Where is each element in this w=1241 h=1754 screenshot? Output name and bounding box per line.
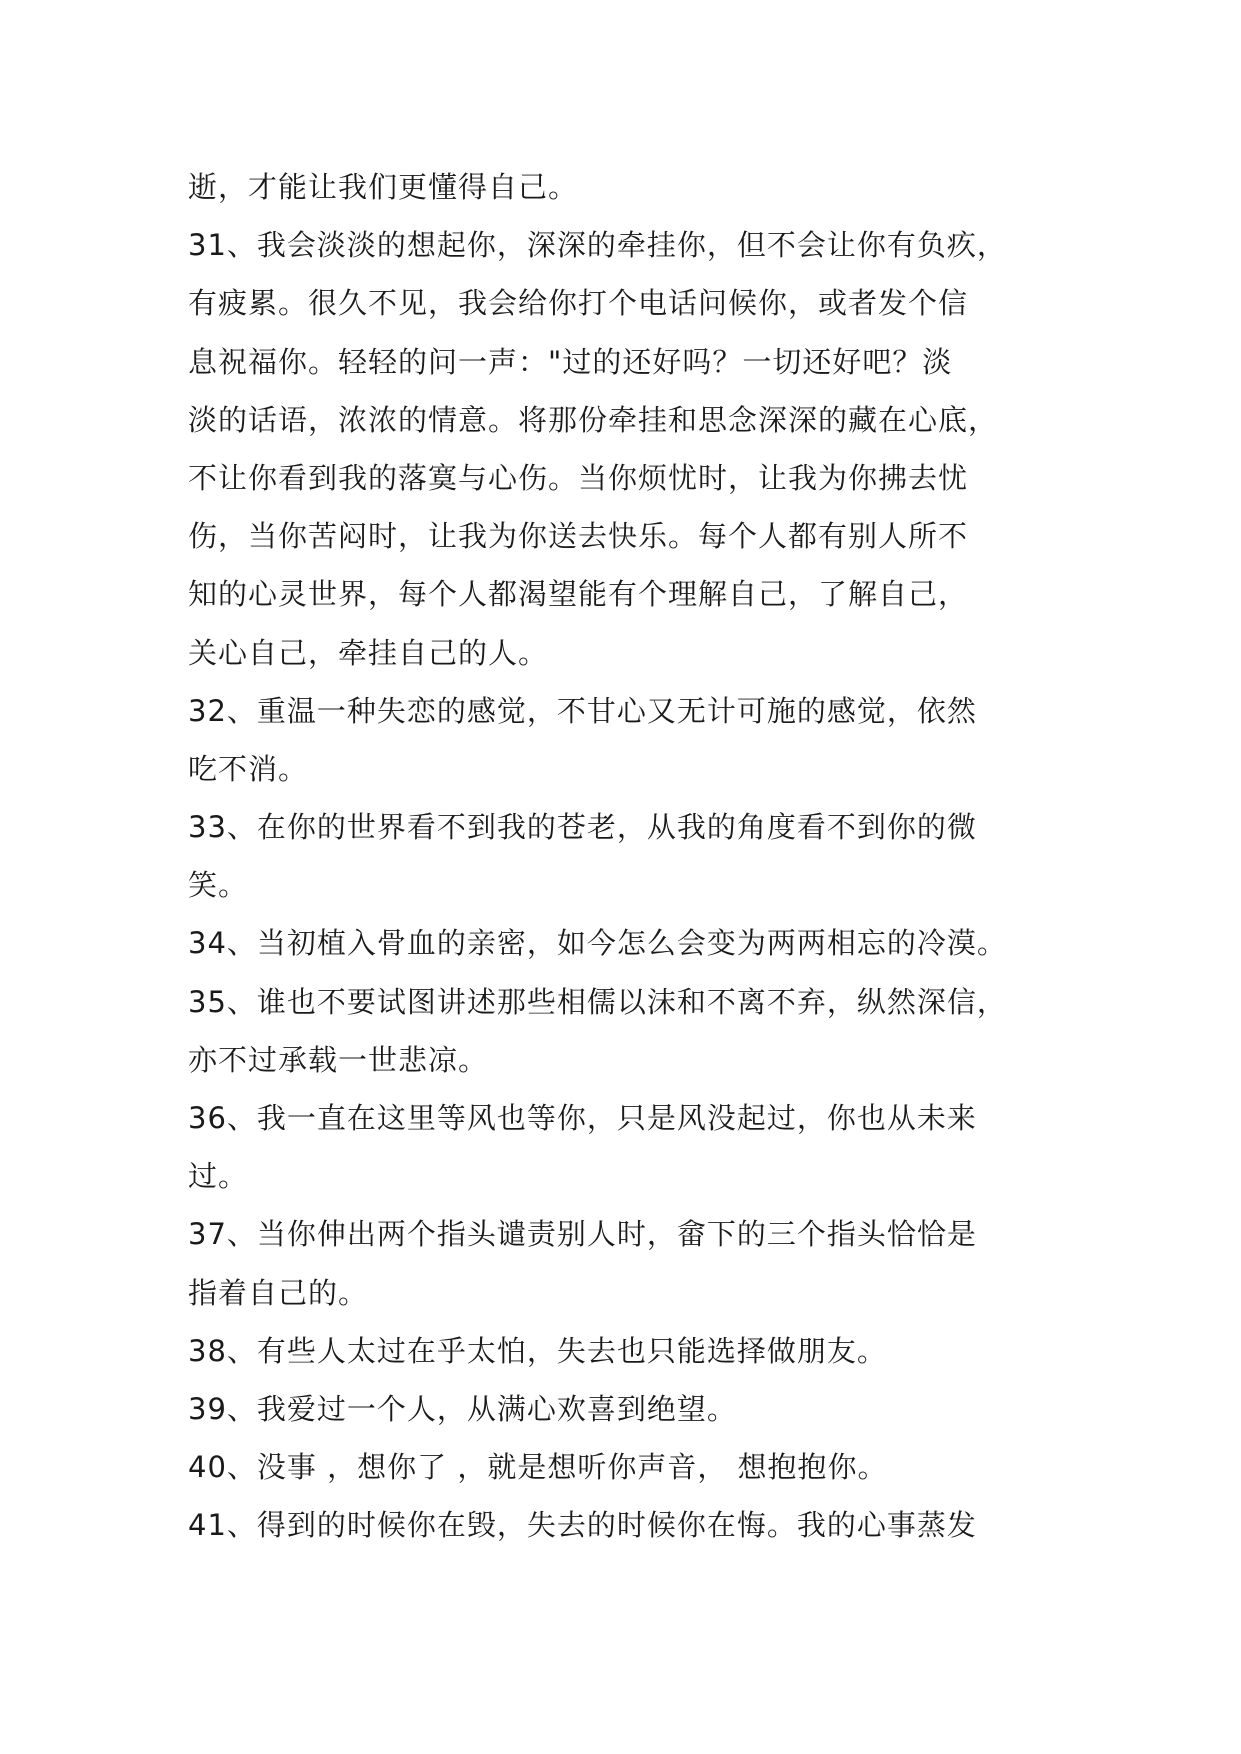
- text-line: 41、得到的时候你在毁，失去的时候你在悔。我的心事蒸发: [188, 1508, 977, 1543]
- text-line: 吃不消。: [188, 751, 309, 786]
- text-line: 过。: [188, 1159, 249, 1194]
- body-text: [188, 158, 1068, 1555]
- text-line: 31、我会淡淡的想起你，深深的牵挂你，但不会让你有负疚，: [188, 228, 1007, 263]
- text-line: 33、在你的世界看不到我的苍老，从我的角度看不到你的微: [188, 810, 977, 845]
- text-line: 知的心灵世界，每个人都渴望能有个理解自己，了解自己，: [188, 577, 969, 612]
- text-line: 不让你看到我的落寞与心伤。当你烦忧时，让我为你拂去忧: [188, 460, 969, 495]
- text-line: 36、我一直在这里等风也等你，只是风没起过，你也从未来: [188, 1101, 977, 1135]
- text-line: 笑。: [188, 868, 249, 903]
- text-line: 40、没事 ，想你了 ，就是想听你声音， 想抱抱你。: [188, 1450, 888, 1485]
- text-line: 39、我爱过一个人，从满心欢喜到绝望。: [188, 1391, 737, 1426]
- text-line: 指着自己的。: [188, 1275, 369, 1310]
- text-line: 34、当初植入骨血的亲密，如今怎么会变为两两相忘的冷漠。: [188, 926, 1007, 961]
- text-line: 35、谁也不要试图讲述那些相儒以沫和不离不弃，纵然深信，: [188, 984, 1007, 1019]
- text-line: 逝，才能让我们更懂得自己。: [188, 170, 579, 204]
- text-line: 38、有些人太过在乎太怕，失去也只能选择做朋友。: [188, 1333, 887, 1368]
- text-line: 关心自己，牵挂自己的人。: [188, 635, 549, 670]
- text-line: 37、当你伸出两个指头谴责别人时，畲下的三个指头恰恰是: [188, 1217, 977, 1252]
- text-line: 32、重温一种失恋的感觉，不甘心又无计可施的感觉，依然: [188, 693, 977, 728]
- text-line: 亦不过承载一世悲凉。: [188, 1042, 489, 1077]
- text-line: 息祝福你。轻轻的问一声："过的还好吗？一切还好吧？淡: [188, 344, 953, 379]
- text-line: 有疲累。很久不见，我会给你打个电话问候你，或者发个信: [188, 286, 969, 321]
- text-line: 伤，当你苦闷时，让我为你送去快乐。每个人都有别人所不: [188, 519, 969, 554]
- text-line: 淡的话语，浓浓的情意。将那份牵挂和思念深深的藏在心底，: [188, 402, 999, 437]
